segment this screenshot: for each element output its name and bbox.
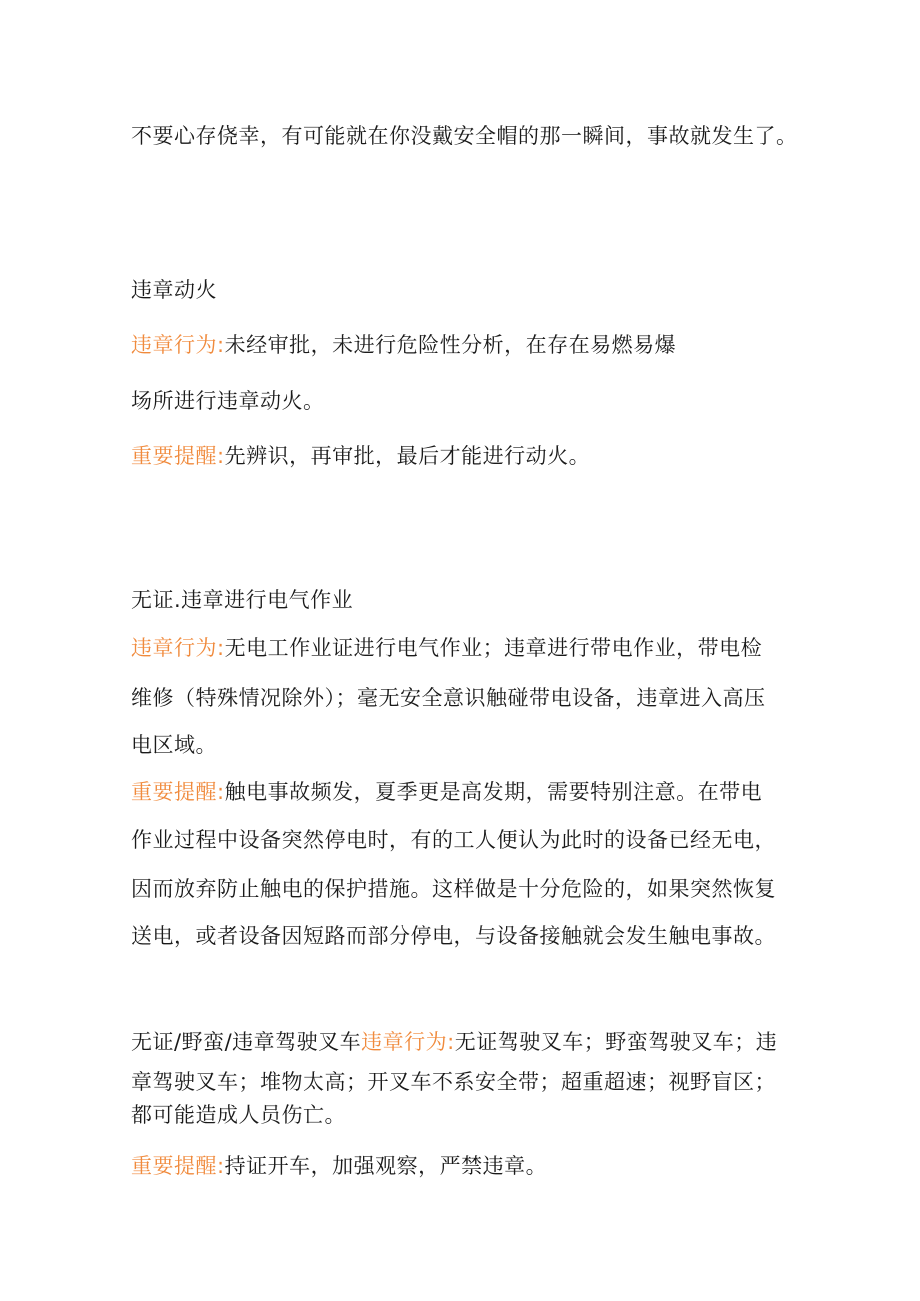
behavior-line: 章驾驶叉车；堆物太高；开叉车不系安全带；超重超速；视野盲区；	[131, 1070, 776, 1094]
reminder-text: 持证开车，加强观察，严禁违章。	[224, 1154, 548, 1178]
behavior-line	[131, 1028, 777, 1056]
behavior-label: 违章行为:	[131, 636, 225, 660]
reminder-line	[131, 778, 762, 806]
reminder-line: 作业过程中设备突然停电时，有的工人便认为此时的设备已经无电，	[131, 828, 776, 852]
reminder-line: 因而放弃防止触电的保护措施。这样做是十分危险的，如果突然恢复	[131, 877, 776, 901]
behavior-text: 未经审批，未进行危险性分析，在存在易燃易爆	[224, 333, 677, 357]
behavior-text: 无证驾驶叉车；野蛮驾驶叉车；违	[454, 1030, 778, 1054]
reminder-text: 触电事故频发，夏季更是高发期，需要特别注意。在带电	[224, 780, 763, 804]
behavior-line: 维修（特殊情况除外）；毫无安全意识触碰带电设备，违章进入高压	[131, 686, 766, 710]
section-title-forklift: 无证/野蛮/违章驾驶叉车	[131, 1030, 362, 1054]
behavior-line	[131, 331, 676, 359]
reminder-line	[131, 1152, 547, 1180]
behavior-line: 都可能造成人员伤亡。	[131, 1103, 346, 1127]
reminder-text: 先辨识，再审批，最后才能进行动火。	[224, 444, 591, 468]
behavior-line	[131, 634, 762, 662]
behavior-line: 电区域。	[131, 733, 217, 757]
reminder-line	[131, 442, 590, 470]
reminder-label: 重要提醒:	[131, 780, 225, 804]
behavior-line: 场所进行违章动火。	[131, 389, 325, 413]
section-title-hot-work: 违章动火	[131, 278, 217, 302]
reminder-label: 重要提醒:	[131, 1154, 225, 1178]
reminder-line: 送电，或者设备因短路而部分停电，与设备接触就会发生触电事故。	[131, 924, 776, 948]
behavior-label: 违章行为:	[131, 333, 225, 357]
behavior-text: 无电工作业证进行电气作业；违章进行带电作业，带电检	[224, 636, 763, 660]
intro-text: 不要心存侥幸，有可能就在你没戴安全帽的那一瞬间，事故就发生了。	[131, 124, 798, 148]
behavior-label: 违章行为:	[361, 1030, 455, 1054]
section-title-electrical-work: 无证.违章进行电气作业	[131, 588, 354, 612]
reminder-label: 重要提醒:	[131, 444, 225, 468]
